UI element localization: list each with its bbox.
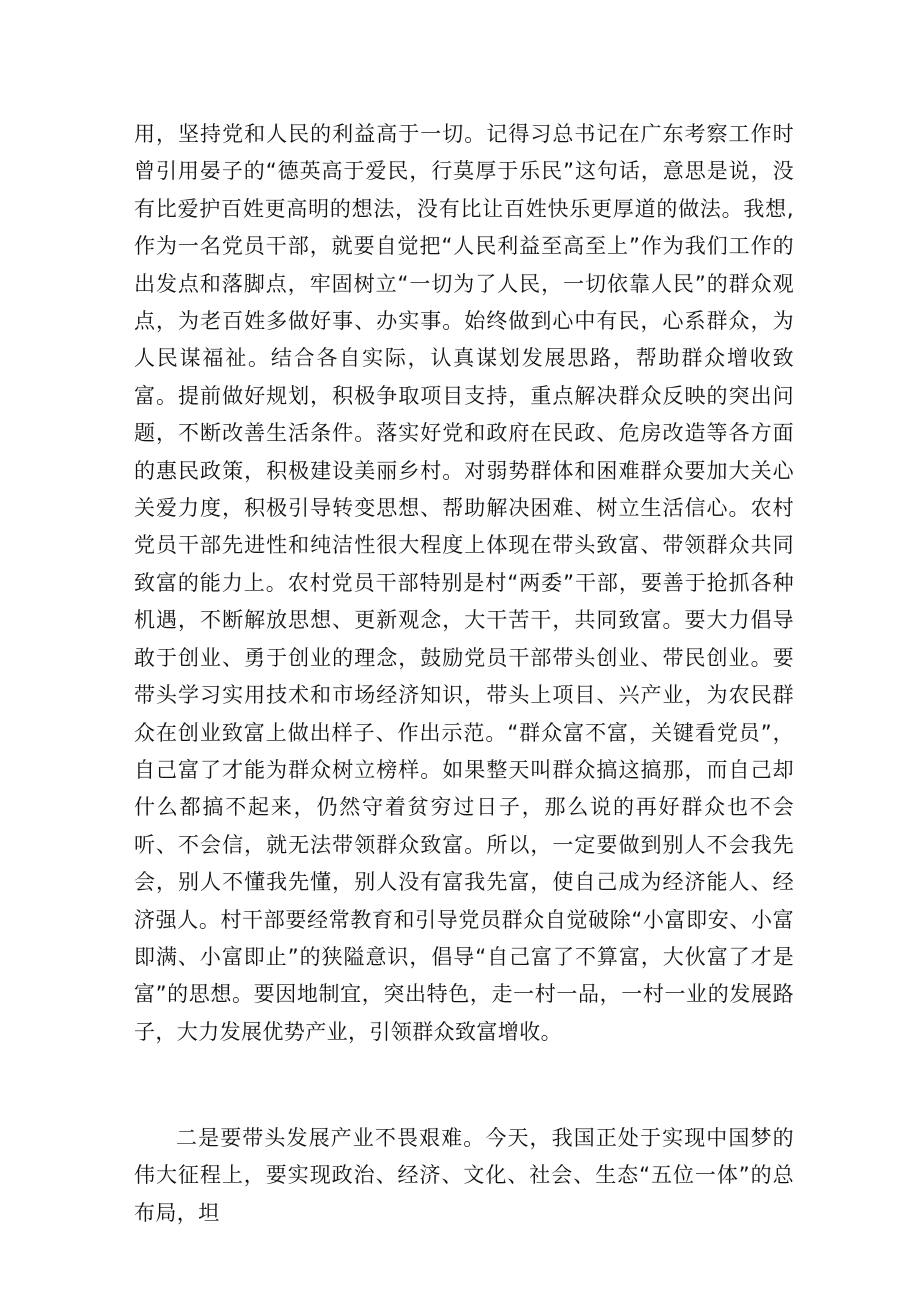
body-paragraph: 用，坚持党和人民的利益高于一切。记得习总书记在广东考察工作时曾引用晏子的“德英高于爱民，行莫厚于乐民”这句话，意思是说，没有比爱护百姓更高明的想法，没有比让百姓快乐更厚道的做法。我想,作为一名党员干部，就要自觉把“人民利益至高至上”作为我们工作的出发点和落脚点，牢固树立“一切为了人民，一切依靠人民”的群众观点，为老百姓多做好事、办实事。始终做到心中有民，心系群众，为人民谋福祉。结合各自实际，认真谋划发展思路，帮助群众增收致富。提前做好规划，积极争取项目支持，重点解决群众反映的突出问题，不断改善生活条件。落实好党和政府在民政、危房改造等各方面的惠民政策，积极建设美丽乡村。对弱势群体和困难群众要加大关心关爱力度，积极引导转变思想、帮助解决困难、树立生活信心。农村党员干部先进性和纯洁性很大程度上体现在带头致富、带领群众共同致富的能力上。农村党员干部特别是村“两委”干部，要善于抢抓各种机遇，不断解放思想、更新观念，大干苦干，共同致富。要大力倡导敢于创业、勇于创业的理念，鼓励党员干部带头创业、带民创业。要带头学习实用技术和市场经济知识，带头上项目、兴产业，为农民群众在创业致富上做出样子、作出示范。“群众富不富，关键看党员”，自己富了才能为群众树立榜样。如果整天叫群众搞这搞那，而自己却什么都搞不起来，仍然守着贫穷过日子，那么说的再好群众也不会听、不会信，就无法带领群众致富。所以，一定要做到别人不会我先会，别人不懂我先懂，别人没有富我先富，使自己成为经济能人、经济强人。村干部要经常教育和引导党员群众自觉破除“小富即安、小富即满、小富即止”的狭隘意识，倡导“自己富了不算富，大伙富了才是富”的思想。要因地制宜，突出特色，走一村一品，一村一业的发展路子，大力发展优势产业，引领群众致富增收。 [134,122,794,1044]
body-paragraph: 二是要带头发展产业不畏艰难。今天，我国正处于实现中国梦的伟大征程上，要实现政治、经济、文化、社会、生态“五位一体”的总布局，坦 [134,1126,794,1225]
